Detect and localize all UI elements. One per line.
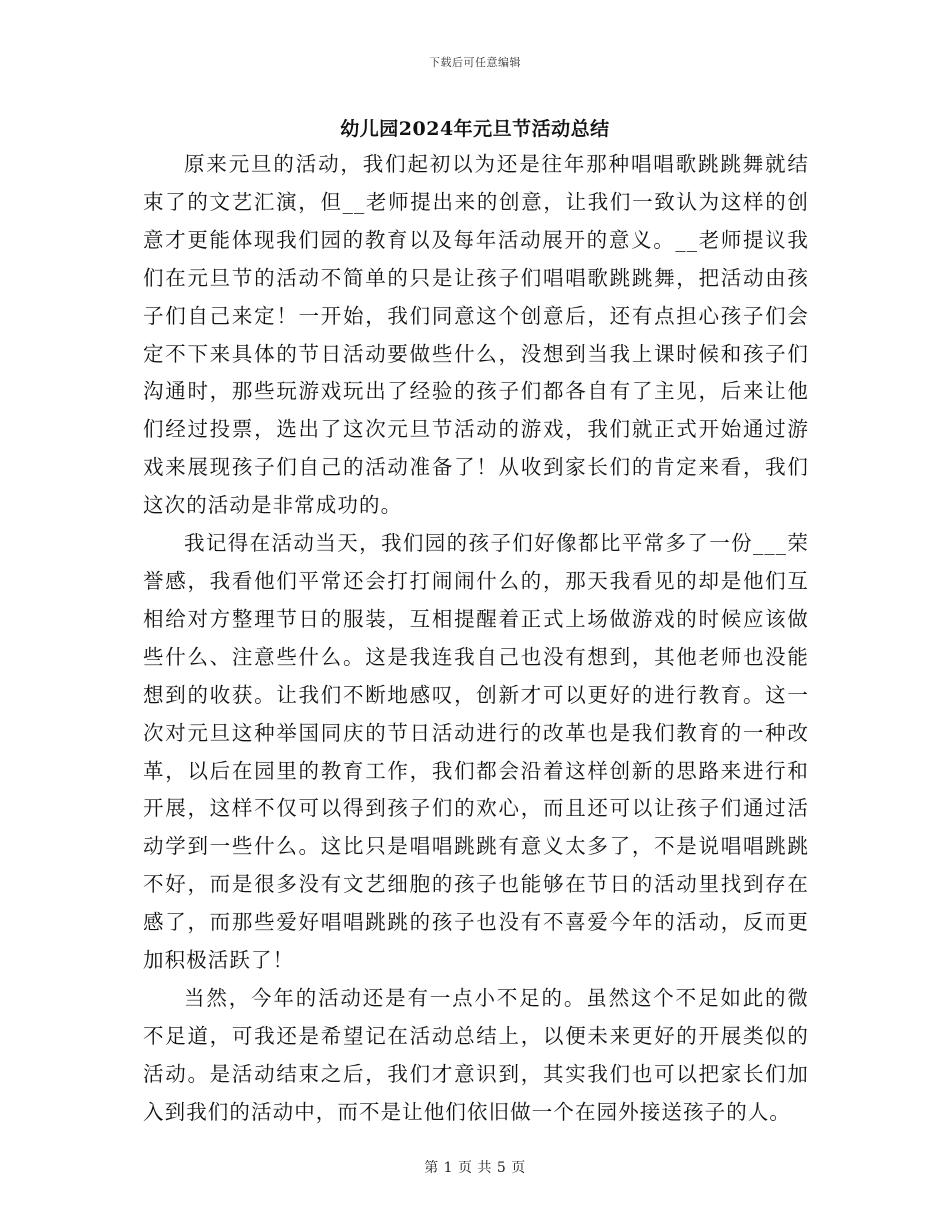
paragraph-1: 原来元旦的活动，我们起初以为还是往年那种唱唱歌跳跳舞就结束了的文艺汇演，但__老师提出来的创意，让我们一致认为这样的创意才更能体现我们园的教育以及每年活动展开的意义。__老师提议我们在元旦节的活动不简单的只是让孩子们唱唱歌跳跳舞，把活动由孩子们自己来定！一开始，我们同意这个创意后，还有点担心孩子们会定不下来具体的节日活动要做些什么，没想到当我上课时候和孩子们沟通时，那些玩游戏玩出了经验的孩子们都各自有了主见，后来让他们经过投票，选出了这次元旦节活动的游戏，我们就正式开始通过游戏来展现孩子们自己的活动准备了！从收到家长们的肯定来看，我们这次的活动是非常成功的。 <box>143 152 809 518</box>
page-number-footer: 第 1 页 共 5 页 <box>424 1160 526 1176</box>
header-note: 下载后可任意编辑 <box>429 56 521 69</box>
paragraph-2: 我记得在活动当天，我们园的孩子们好像都比平常多了一份___荣誉感，我看他们平常还会打打闹闹什么的，那天我看见的却是他们互相给对方整理节日的服装，互相提醒着正式上场做游戏的时候应该做些什么、注意些什么。这是我连我自己也没有想到，其他老师也没能想到的收获。让我们不断地感叹，创新才可以更好的进行教育。这一次对元旦这种举国同庆的节日活动进行的改革也是我们教育的一种改革，以后在园里的教育工作，我们都会沿着这样创新的思路来进行和开展，这样不仅可以得到孩子们的欢心，而且还可以让孩子们通过活动学到一些什么。这比只是唱唱跳跳有意义太多了，不是说唱唱跳跳不好，而是很多没有文艺细胞的孩子也能够在节日的活动里找到存在感了，而那些爱好唱唱跳跳的孩子也没有不喜爱今年的活动，反而更加积极活跃了！ <box>143 531 809 973</box>
document-body <box>143 146 809 1132</box>
document-title: 幼儿园2024年元旦节活动总结 <box>340 118 610 140</box>
paragraph-3: 当然，今年的活动还是有一点小不足的。虽然这个不足如此的微不足道，可我还是希望记在活动总结上，以便未来更好的开展类似的活动。是活动结束之后，我们才意识到，其实我们也可以把家长们加入到我们的活动中，而不是让他们依旧做一个在园外接送孩子的人。 <box>143 985 809 1124</box>
